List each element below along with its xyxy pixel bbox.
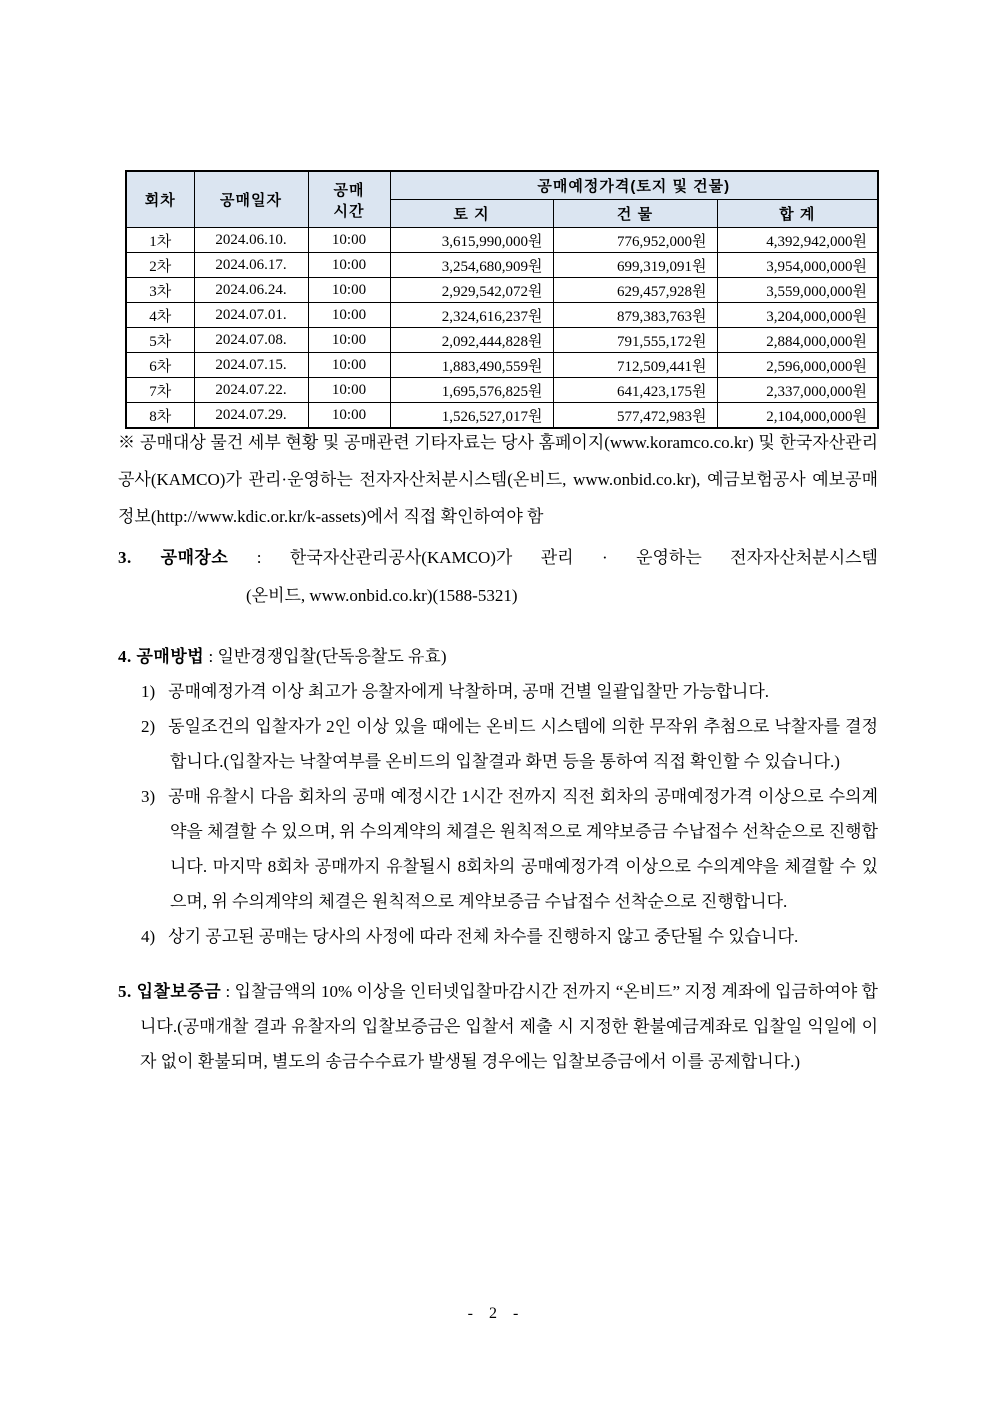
date-cell: 2024.06.10. (194, 228, 308, 253)
time-header-line2: 시간 (333, 202, 365, 220)
item-marker: 1) (141, 682, 156, 701)
building-price-cell: 577,472,983원 (553, 403, 717, 429)
round-cell: 1차 (126, 228, 194, 253)
item-marker: 2) (141, 717, 156, 736)
land-price-cell: 3,615,990,000원 (390, 228, 553, 253)
total-price-cell: 2,104,000,000원 (717, 403, 878, 429)
price-group-header: 공매예정가격(토지 및 건물) (390, 171, 878, 200)
total-header: 합 계 (717, 200, 878, 228)
section-4-item (118, 919, 878, 954)
total-price-cell: 2,884,000,000원 (717, 328, 878, 353)
section-3-line2: (온비드, www.onbid.co.kr)(1588-5321) (246, 586, 518, 605)
section-5 (118, 974, 878, 1079)
section-5-title: 5. 입찰보증금 (118, 982, 222, 1001)
date-cell: 2024.06.24. (194, 278, 308, 303)
round-cell: 8차 (126, 403, 194, 429)
item-text: 공매예정가격 이상 최고가 응찰자에게 낙찰하며, 공매 건별 일괄입찰만 가능합니다. (168, 682, 770, 701)
note-paragraph: ※ 공매대상 물건 세부 현황 및 공매관련 기타자료는 당사 홈페이지(www.koramco.co.kr) 및 한국자산관리공사(KAMCO)가 관리·운영하는 전자자산처분시스템(온비드, www.onbid.co.kr), 예금보험공사 예보공매정보(http://www.kdic.or.kr/k-assets)에서 직접 확인하여야 함 (118, 433, 878, 526)
auction-schedule-table (125, 170, 879, 429)
time-cell: 10:00 (308, 253, 390, 278)
building-price-cell: 879,383,763원 (553, 303, 717, 328)
round-cell: 4차 (126, 303, 194, 328)
land-price-cell: 1,695,576,825원 (390, 378, 553, 403)
section-5-separator: : (221, 982, 235, 1001)
document-body (118, 424, 878, 1079)
time-cell: 10:00 (308, 378, 390, 403)
date-cell: 2024.07.08. (194, 328, 308, 353)
item-text: 동일조건의 입찰자가 2인 이상 있을 때에는 온비드 시스템에 의한 무작위 추첨으로 낙찰자를 결정합니다.(입찰자는 낙찰여부를 온비드의 입찰결과 화면 등을 통하여 직접 확인할 수 있습니다.) (168, 717, 878, 771)
total-price-cell: 2,337,000,000원 (717, 378, 878, 403)
land-header: 토 지 (390, 200, 553, 228)
table-row (126, 303, 878, 328)
section-3 (118, 539, 878, 615)
section-3-text: 한국자산관리공사(KAMCO)가 관리 · 운영하는 전자자산처분시스템 (289, 548, 878, 567)
section-3-title: 3. 공매장소 (118, 548, 229, 567)
section-5-text: 입찰금액의 10% 이상을 인터넷입찰마감시간 전까지 “온비드” 지정 계좌에 입금하여야 합니다.(공매개찰 결과 유찰자의 입찰보증금은 입찰서 제출 시 지정한 환불예금계좌로 입찰일 익일에 이자 없이 환불되며, 별도의 송금수수료가 발생될 경우에는 입찰보증금에서 이를 공제합니다.) (140, 982, 878, 1071)
total-price-cell: 2,596,000,000원 (717, 353, 878, 378)
date-cell: 2024.07.29. (194, 403, 308, 429)
table-row (126, 228, 878, 253)
time-cell: 10:00 (308, 228, 390, 253)
total-price-cell: 3,559,000,000원 (717, 278, 878, 303)
date-cell: 2024.07.15. (194, 353, 308, 378)
section-4-item (118, 709, 878, 779)
item-marker: 4) (141, 927, 156, 946)
time-header-line1: 공매 (333, 181, 365, 199)
round-cell: 2차 (126, 253, 194, 278)
section-4-intro: 일반경쟁입찰(단독응찰도 유효) (217, 647, 447, 666)
time-header (308, 171, 390, 228)
building-price-cell: 699,319,091원 (553, 253, 717, 278)
section-4-item (118, 779, 878, 919)
time-cell: 10:00 (308, 403, 390, 429)
section-4-separator: : (204, 647, 218, 666)
land-price-cell: 1,883,490,559원 (390, 353, 553, 378)
section-4-items (118, 674, 878, 954)
round-cell: 7차 (126, 378, 194, 403)
item-text: 상기 공고된 공매는 당사의 사정에 따라 전체 차수를 진행하지 않고 중단될 수 있습니다. (168, 927, 799, 946)
table-row (126, 278, 878, 303)
building-price-cell: 791,555,172원 (553, 328, 717, 353)
section-4 (118, 639, 878, 954)
section-4-heading (118, 639, 878, 674)
time-cell: 10:00 (308, 353, 390, 378)
table-row (126, 253, 878, 278)
land-price-cell: 3,254,680,909원 (390, 253, 553, 278)
item-text: 공매 유찰시 다음 회차의 공매 예정시간 1시간 전까지 직전 회차의 공매예정가격 이상으로 수의계약을 체결할 수 있으며, 위 수의계약의 체결은 원칙적으로 계약보증금 수납접수 선착순으로 진행합니다. 마지막 8회차 공매까지 유찰될시 8회차의 공매예정가격 이상으로 수의계약을 체결할 수 있으며, 위 수의계약의 체결은 원칙적으로 계약보증금 수납접수 선착순으로 진행합니다. (168, 787, 878, 911)
land-price-cell: 2,929,542,072원 (390, 278, 553, 303)
table-row (126, 328, 878, 353)
section-3-heading (118, 539, 878, 577)
land-price-cell: 2,324,616,237원 (390, 303, 553, 328)
total-price-cell: 3,954,000,000원 (717, 253, 878, 278)
page-number: - 2 - (467, 1305, 525, 1322)
date-cell: 2024.07.22. (194, 378, 308, 403)
time-cell: 10:00 (308, 328, 390, 353)
date-cell: 2024.07.01. (194, 303, 308, 328)
building-price-cell: 629,457,928원 (553, 278, 717, 303)
table-row (126, 353, 878, 378)
total-price-cell: 3,204,000,000원 (717, 303, 878, 328)
building-price-cell: 641,423,175원 (553, 378, 717, 403)
item-marker: 3) (141, 787, 156, 806)
date-header: 공매일자 (194, 171, 308, 228)
building-price-cell: 712,509,441원 (553, 353, 717, 378)
building-price-cell: 776,952,000원 (553, 228, 717, 253)
building-header: 건 물 (553, 200, 717, 228)
round-cell: 5차 (126, 328, 194, 353)
round-header: 회차 (126, 171, 194, 228)
section-4-title: 4. 공매방법 (118, 647, 205, 666)
total-price-cell: 4,392,942,000원 (717, 228, 878, 253)
round-cell: 3차 (126, 278, 194, 303)
date-cell: 2024.06.17. (194, 253, 308, 278)
time-cell: 10:00 (308, 303, 390, 328)
round-cell: 6차 (126, 353, 194, 378)
table-header-row-1 (126, 171, 878, 200)
land-price-cell: 1,526,527,017원 (390, 403, 553, 429)
land-price-cell: 2,092,444,828원 (390, 328, 553, 353)
table-row (126, 378, 878, 403)
section-3-separator: : (228, 548, 290, 567)
time-cell: 10:00 (308, 278, 390, 303)
section-4-item (118, 674, 878, 709)
